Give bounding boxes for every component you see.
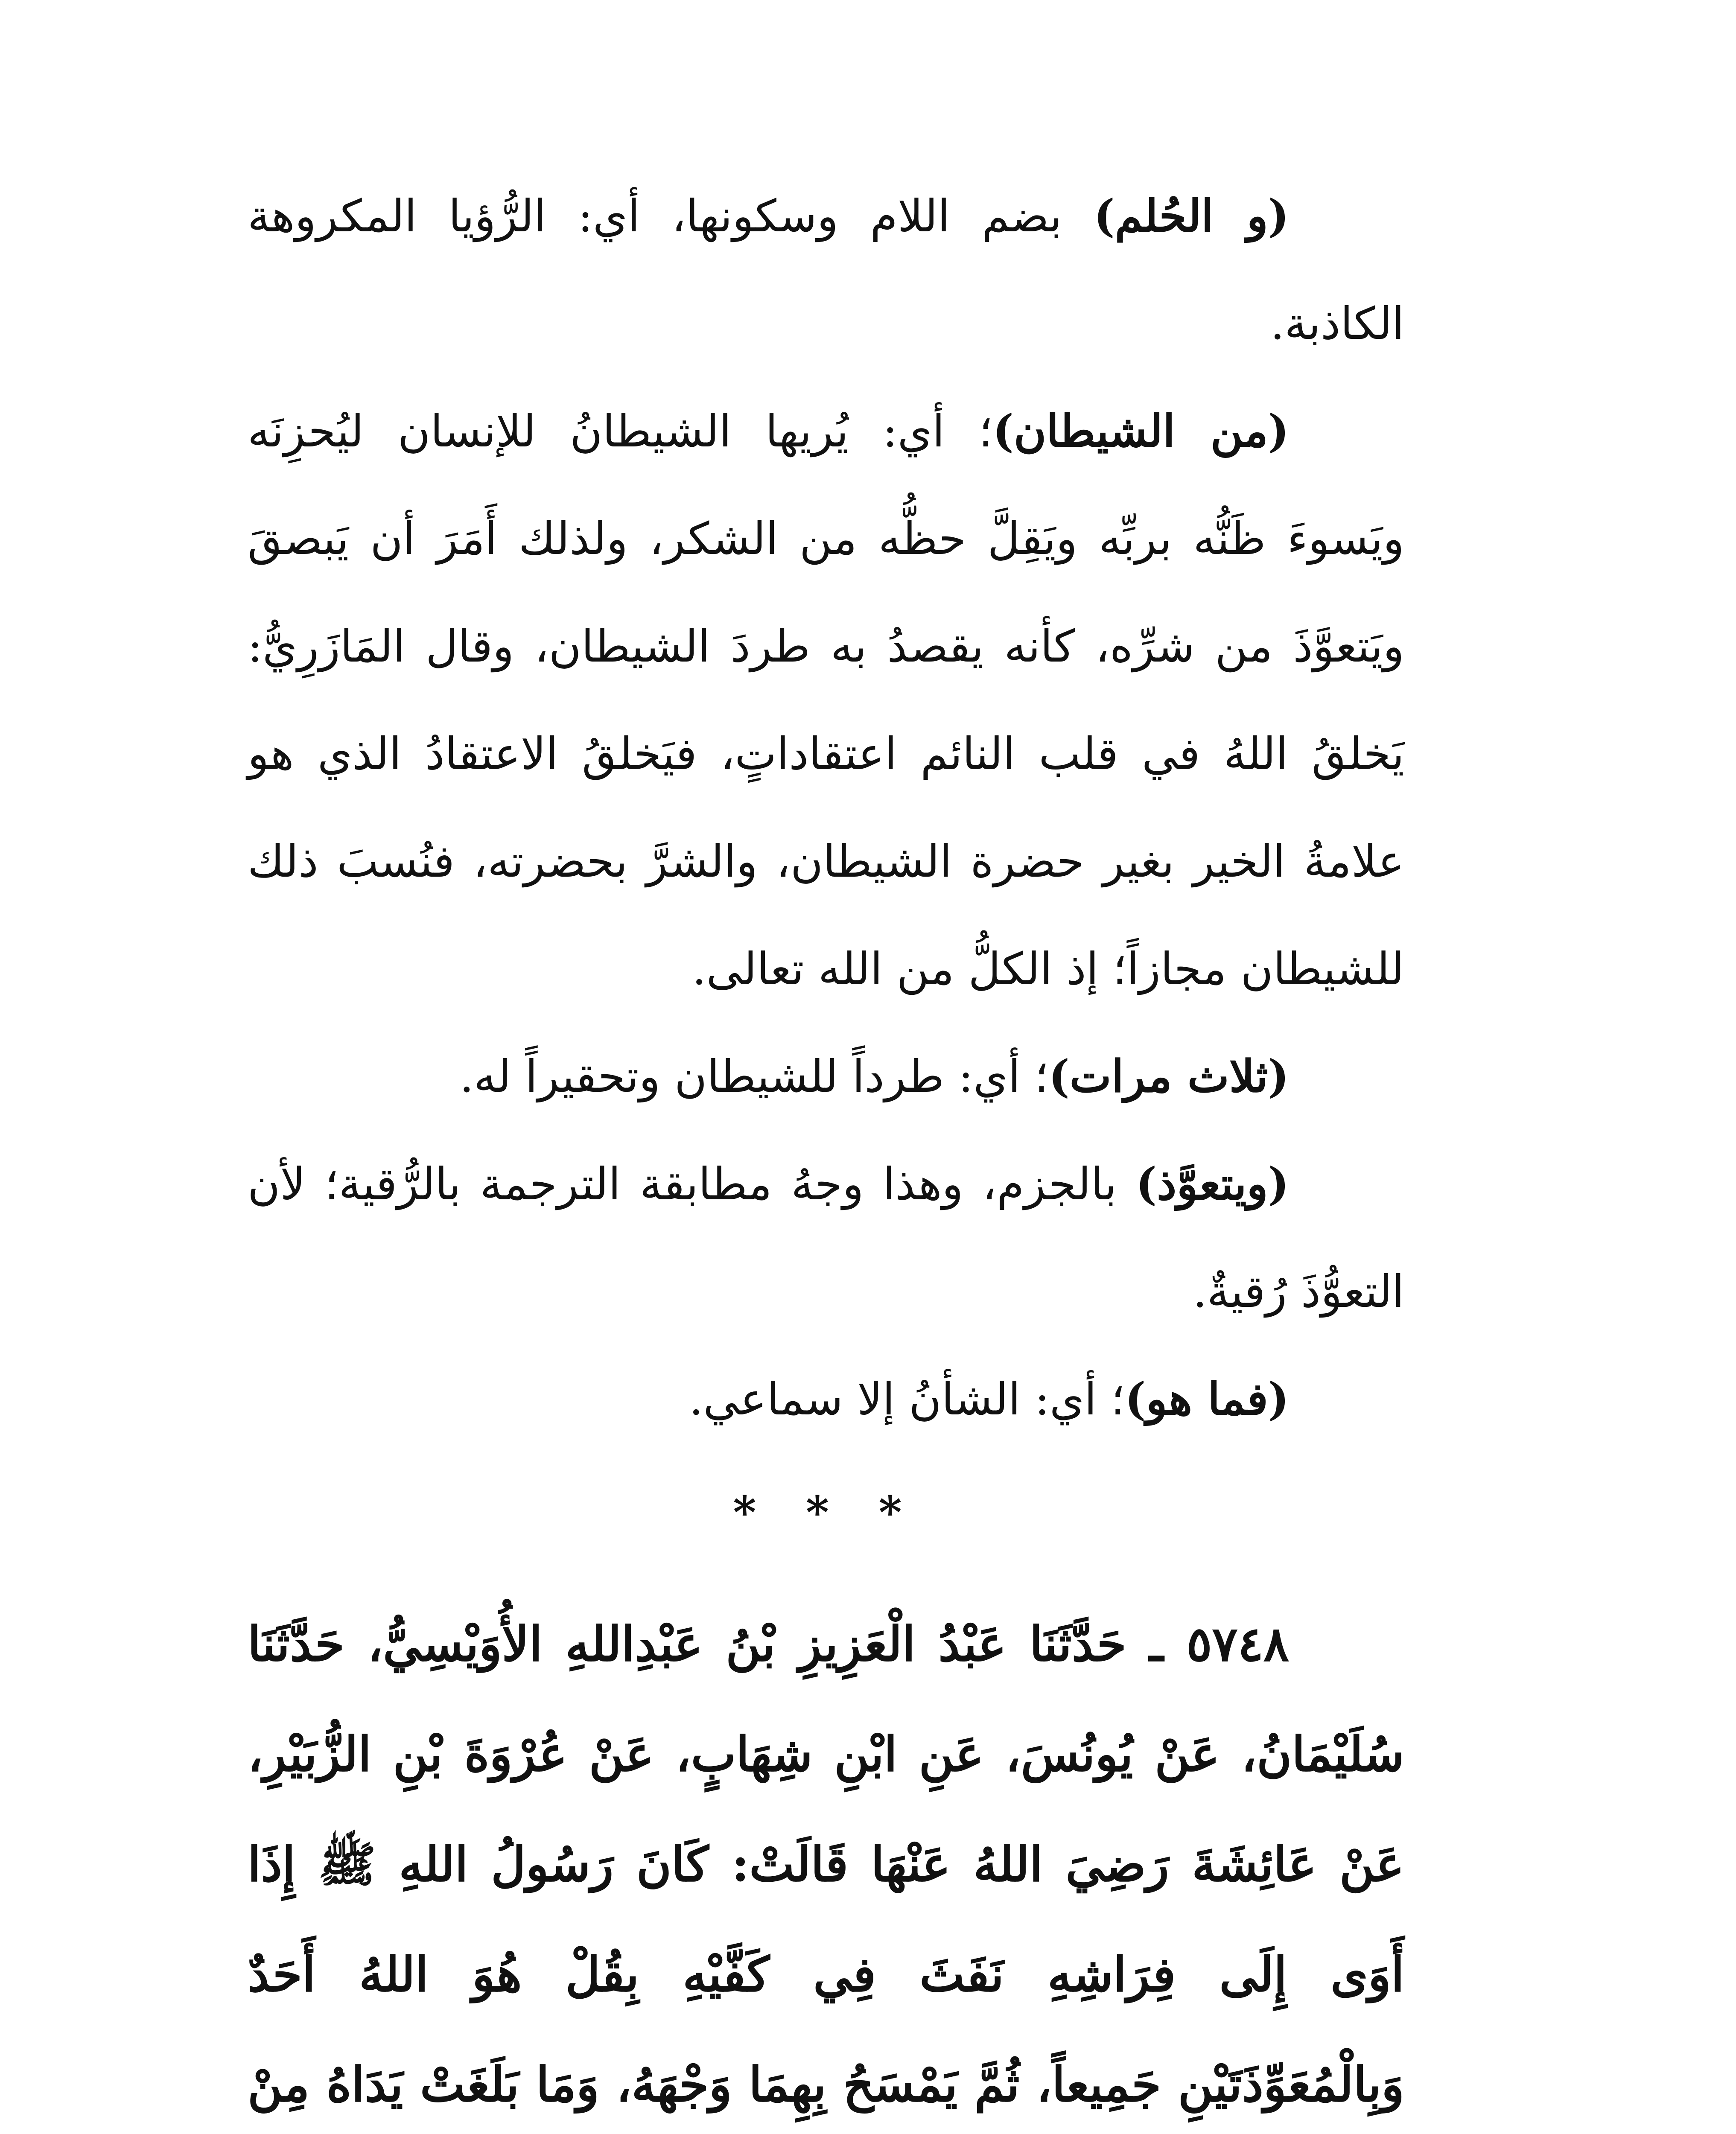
commentary-paragraph-1: [248, 162, 1404, 377]
page-body: [248, 162, 1404, 2134]
section-separator: * * *: [733, 1486, 919, 1539]
hadith-text: ٥٧٤٨ ـ حَدَّثَنَا عَبْدُ الْعَزِيزِ بْنُ عَبْدِاللهِ الأُوَيْسِيُّ، حَدَّثَنَا سُلَيْمَانُ، عَنْ يُونُسَ، عَنِ ابْنِ شِهَابٍ، عَنْ عُرْوَةَ بْنِ الزُّبَيْرِ، عَنْ عَائِشَةَ رَضِيَ اللهُ عَنْهَا قَالَتْ: كَانَ رَسُولُ اللهِ ﷺ إِذَا أَوَى إِلَى فِرَاشِهِ نَفَثَ فِي كَفَّيْهِ بِقُلْ هُوَ اللهُ أَحَدٌ وَبِالْمُعَوِّذَتَيْنِ جَمِيعاً، ثُمَّ يَمْسَحُ بِهِمَا وَجْهَهُ، وَمَا بَلَغَتْ يَدَاهُ مِنْ: [248, 1616, 1405, 2113]
commentary-paragraph-2: [248, 377, 1404, 1023]
commentary-text: ؛ أي: الشأنُ إلا سماعي.: [689, 1373, 1125, 1425]
commentary-text: ؛ أي: طرداً للشيطان وتحقيراً له.: [459, 1050, 1049, 1102]
commentary-text: بضم اللام وسكونها، أي: الرُّؤيا المكروهة الكاذبة.: [248, 190, 1404, 350]
lemma-text: (و الحُلم): [1094, 189, 1290, 242]
commentary-paragraph-4: [248, 1130, 1404, 1345]
lemma-text: (ويتعوَّذ): [1135, 1157, 1289, 1210]
commentary-paragraph-5: [248, 1345, 1404, 1453]
commentary-text: ؛ أي: يُريها الشيطانُ للإنسان ليُحزِنَه ويَسوءَ ظَنُّه بربِّه ويَقِلَّ حظُّه من الشكر، ولذلك أَمَرَ أن يَبصقَ ويَتعوَّذَ من شرِّه، كأنه يقصدُ به طردَ الشيطان، وقال المَازَرِيُّ: يَخلقُ اللهُ في قلب النائم اعتقاداتٍ، فيَخلقُ الاعتقادُ الذي هو علامةُ الخير بغير حضرة الشيطان، والشرَّ بحضرته، فنُسبَ ذلك للشيطان مجازاً؛ إذ الكلُّ من الله تعالى.: [248, 405, 1404, 995]
commentary-paragraph-3: [248, 1023, 1404, 1130]
lemma-text: (فما هو): [1125, 1373, 1289, 1425]
commentary-text: بالجزم، وهذا وجهُ مطابقة الترجمة بالرُّقية؛ لأن التعوُّذَ رُقيةٌ.: [248, 1158, 1404, 1318]
lemma-text: (من الشيطان): [992, 405, 1289, 457]
lemma-text: (ثلاث مرات): [1048, 1050, 1289, 1102]
